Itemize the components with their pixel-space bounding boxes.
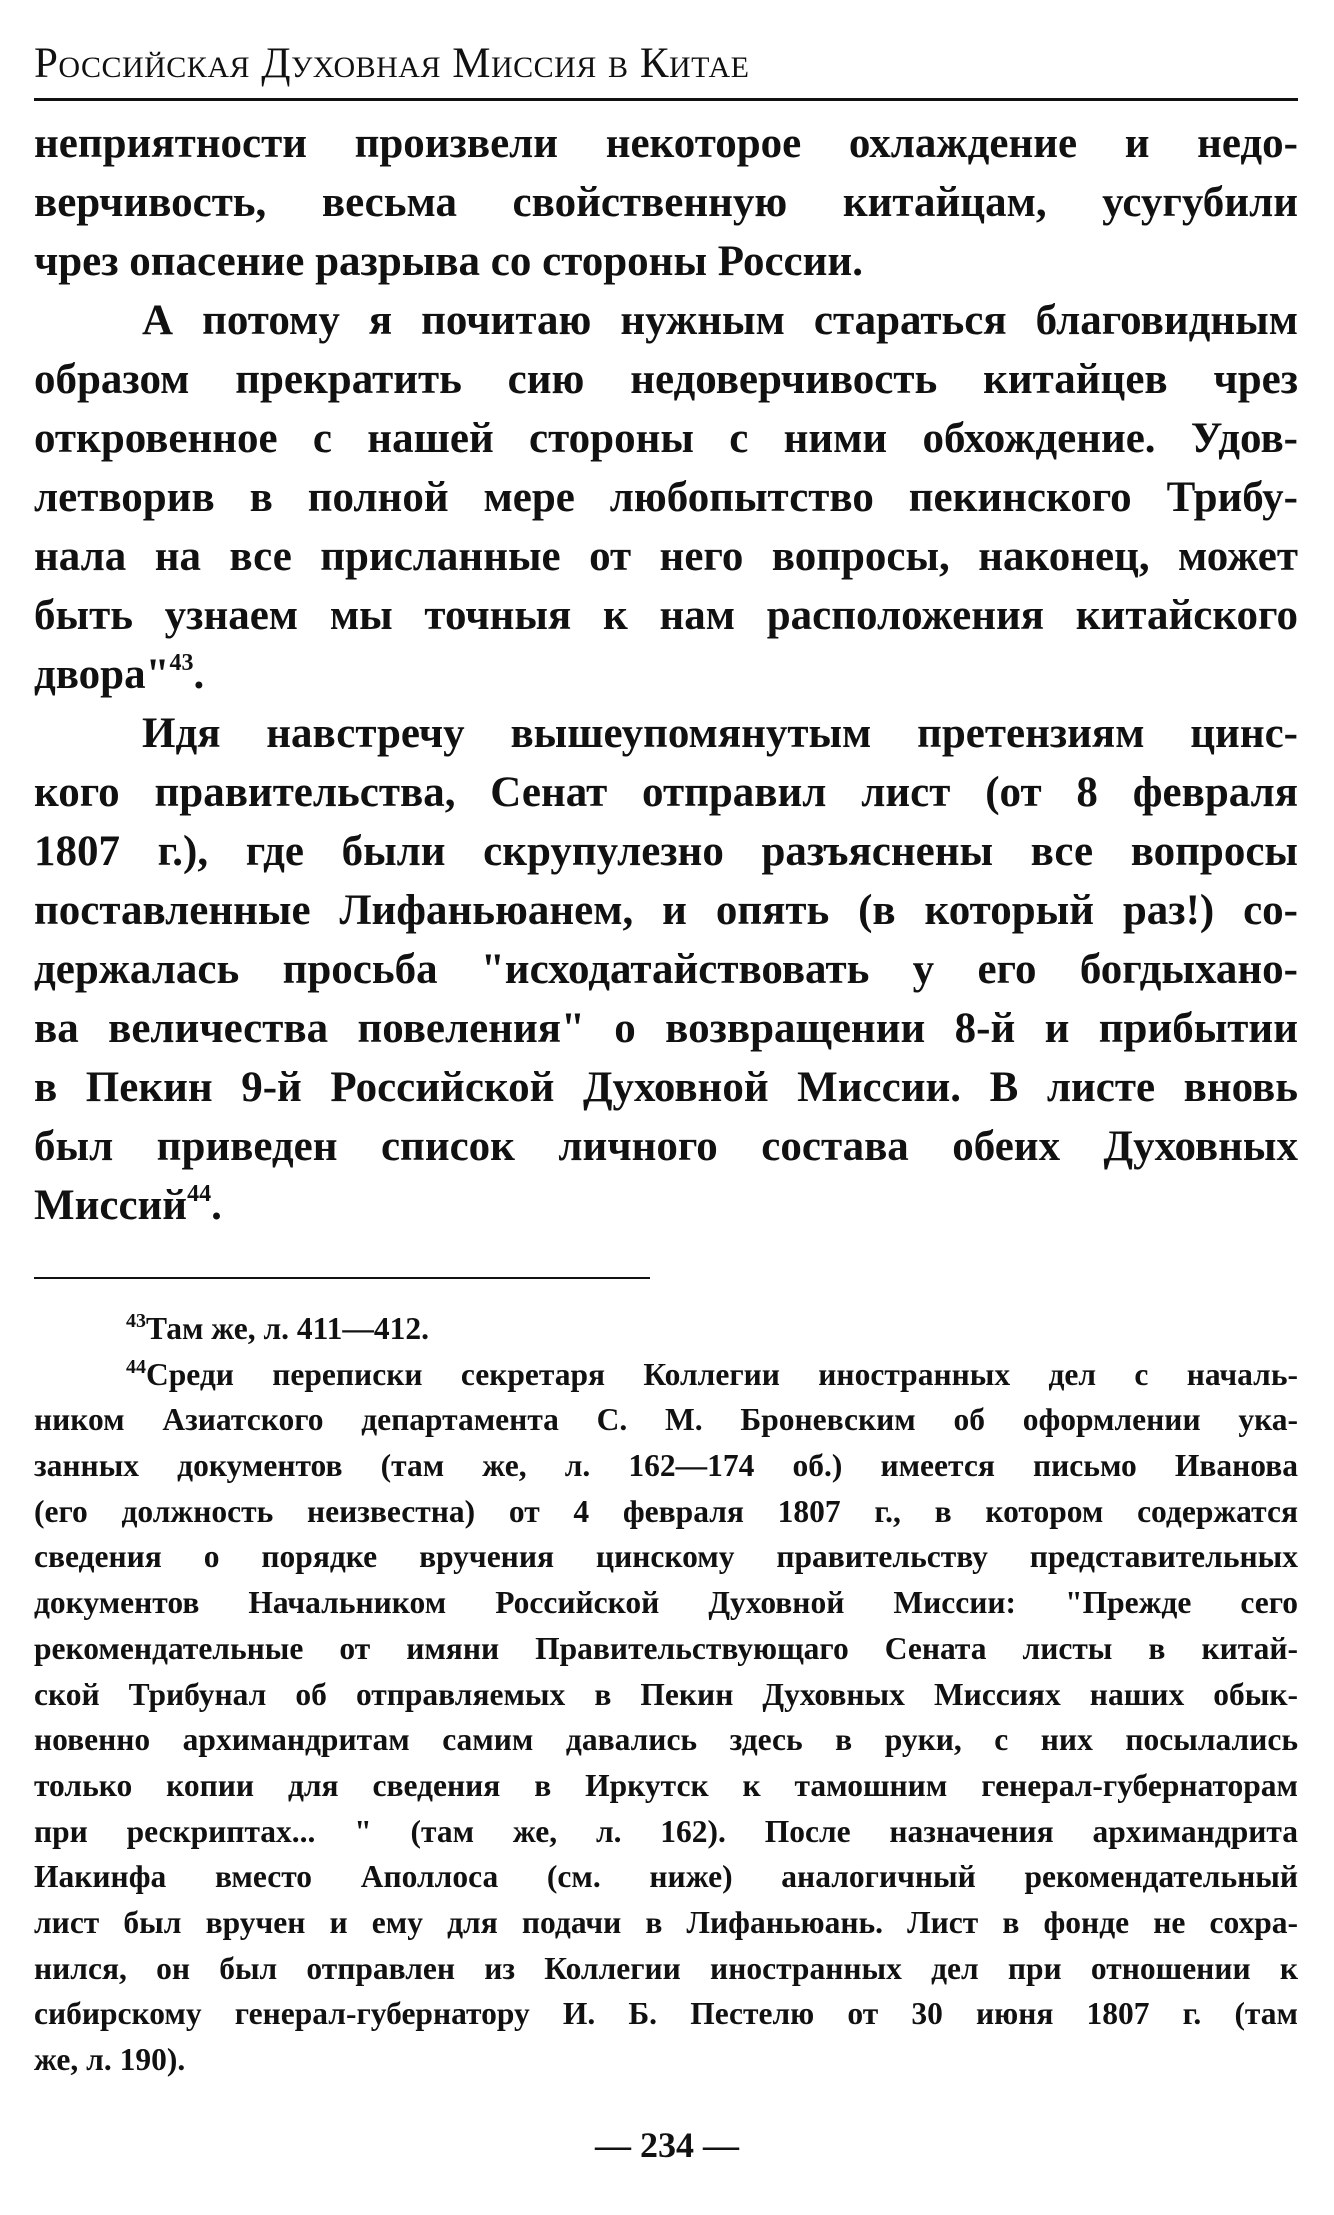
footnote-line bbox=[34, 1489, 1298, 1535]
footnote-line bbox=[34, 1306, 1298, 1352]
footnote-line bbox=[34, 1717, 1298, 1763]
footnote-line bbox=[34, 1946, 1298, 1992]
text-line bbox=[34, 1058, 1298, 1117]
text-line-content: 1807 г.), где были скрупулезно разъяснены все вопросы bbox=[34, 828, 1298, 875]
text-line bbox=[34, 586, 1298, 645]
main-text bbox=[34, 114, 1298, 1235]
text-line-content: ва величества повеления" о возвращении 8-й и прибытии bbox=[34, 1005, 1298, 1052]
text-line bbox=[34, 291, 1298, 350]
text-line bbox=[34, 763, 1298, 822]
footnote-line bbox=[34, 1626, 1298, 1672]
footnote-text: ской Трибунал об отправляемых в Пекин Духовных Миссиях наших обык- bbox=[34, 1676, 1298, 1712]
footnote-text: сибирскому генерал-губернатору И. Б. Пестелю от 30 июня 1807 г. (там bbox=[34, 1996, 1298, 2032]
text-line bbox=[34, 704, 1298, 763]
text-line-content: неприятности произвели некоторое охлаждение и недо- bbox=[34, 120, 1298, 167]
footnote-number: 44 bbox=[126, 1355, 146, 1378]
text-line-content: Идя навстречу вышеупомянутым претензиям цинс- bbox=[142, 710, 1298, 757]
text-line bbox=[34, 1176, 1298, 1235]
text-line-content: образом прекратить сию недоверчивость китайцев чрез bbox=[34, 356, 1298, 403]
footnote-number: 43 bbox=[126, 1310, 146, 1332]
text-line bbox=[34, 645, 1298, 704]
footnote-line bbox=[34, 1443, 1298, 1489]
text-line bbox=[34, 114, 1298, 173]
footnote-text: документов Начальником Российской Духовной Миссии: "Прежде сего bbox=[34, 1585, 1298, 1621]
footnote-line bbox=[34, 1763, 1298, 1809]
footnote-text: при рескриптах... " (там же, л. 162). После назначения архимандрита bbox=[34, 1813, 1298, 1849]
footnote-text: ником Азиатского департамента С. М. Броневским об оформлении ука- bbox=[34, 1402, 1298, 1438]
footnote-line bbox=[34, 1900, 1298, 1946]
text-line bbox=[34, 409, 1298, 468]
footnote-text: Среди переписки секретаря Коллегии иностранных дел с началь- bbox=[146, 1356, 1298, 1392]
text-line-content: поставленные Лифаньюанем, и опять (в который раз!) со- bbox=[34, 887, 1298, 934]
footnote-line bbox=[34, 1991, 1298, 2037]
text-line-content: держалась просьба "исходатайствовать у его богдыхано- bbox=[34, 946, 1298, 993]
text-line bbox=[34, 468, 1298, 527]
text-line bbox=[34, 350, 1298, 409]
text-line bbox=[34, 881, 1298, 940]
page-number: — 234 — bbox=[595, 2125, 739, 2165]
footnote-text: нился, он был отправлен из Коллегии иностранных дел при отношении к bbox=[34, 1950, 1298, 1986]
footnote-line bbox=[34, 2037, 1298, 2083]
text-line-content: летворив в полной мере любопытство пекинского Трибу- bbox=[34, 474, 1298, 521]
text-line-content: был приведен список личного состава обеих Духовных bbox=[34, 1123, 1298, 1170]
footnote-line bbox=[34, 1580, 1298, 1626]
footnote-text: лист был вручен и ему для подачи в Лифаньюань. Лист в фонде не сохра- bbox=[34, 1904, 1298, 1940]
text-line bbox=[34, 232, 1298, 291]
text-line-content: откровенное с нашей стороны с ними обхождение. Удов- bbox=[34, 415, 1298, 462]
text-line bbox=[34, 1117, 1298, 1176]
text-line-content: быть узнаем мы точныя к нам расположения китайского bbox=[34, 592, 1298, 639]
text-line bbox=[34, 940, 1298, 999]
footnote-line bbox=[34, 1672, 1298, 1718]
footnote-text: новенно архимандритам самим давались здесь в руки, с них посылались bbox=[34, 1722, 1298, 1758]
text-line bbox=[34, 527, 1298, 586]
footnote-line bbox=[34, 1854, 1298, 1900]
footnote-text: же, л. 190). bbox=[34, 2042, 186, 2077]
footnotes bbox=[34, 1306, 1298, 2083]
text-line-tail: . bbox=[193, 651, 205, 698]
text-line bbox=[34, 173, 1298, 232]
text-line-content: двора" bbox=[34, 651, 170, 698]
text-line-content: кого правительства, Сенат отправил лист (от 8 февраля bbox=[34, 769, 1298, 816]
text-line bbox=[34, 822, 1298, 881]
footnote-rule bbox=[34, 1277, 650, 1279]
footnote-line bbox=[34, 1809, 1298, 1855]
text-line-tail: . bbox=[211, 1182, 222, 1229]
footnote-text: (его должность неизвестна) от 4 февраля 1807 г., в котором содержатся bbox=[34, 1493, 1298, 1529]
text-line-content: Миссий bbox=[34, 1182, 188, 1229]
footnote-line bbox=[34, 1397, 1298, 1443]
text-line-content: верчивость, весьма свойственную китайцам, усугубили bbox=[34, 179, 1298, 226]
footnote-text: Иакинфа вместо Аполлоса (см. ниже) аналогичный рекомендательный bbox=[34, 1859, 1298, 1895]
text-line-content: нала на все присланные от него вопросы, наконец, может bbox=[34, 533, 1298, 580]
footnote-marker: 43 bbox=[169, 650, 194, 676]
footnote-text: только копии для сведения в Иркутск к тамошним генерал-губернаторам bbox=[34, 1767, 1298, 1803]
text-line-content: в Пекин 9-й Российской Духовной Миссии. В листе вновь bbox=[34, 1064, 1298, 1111]
footnote-marker: 44 bbox=[187, 1181, 212, 1207]
text-line bbox=[34, 999, 1298, 1058]
footnote-text: сведения о порядке вручения цинскому правительству представительных bbox=[34, 1539, 1298, 1575]
footnote-text: занных документов (там же, л. 162—174 об.) имеется письмо Иванова bbox=[34, 1448, 1298, 1484]
running-title: Российская Духовная Миссия в Китае bbox=[34, 40, 750, 87]
footnote-text: Там же, л. 411—412. bbox=[146, 1311, 430, 1346]
running-header bbox=[34, 36, 1298, 92]
footnote-line bbox=[34, 1352, 1298, 1398]
footnote-text: рекомендательные от имяни Правительствующаго Сената листы в китай- bbox=[34, 1630, 1298, 1666]
text-line-content: А потому я почитаю нужным стараться благовидным bbox=[142, 297, 1298, 344]
footnote-line bbox=[34, 1534, 1298, 1580]
header-rule bbox=[34, 98, 1298, 101]
text-line-content: чрез опасение разрыва со стороны России. bbox=[34, 238, 863, 285]
